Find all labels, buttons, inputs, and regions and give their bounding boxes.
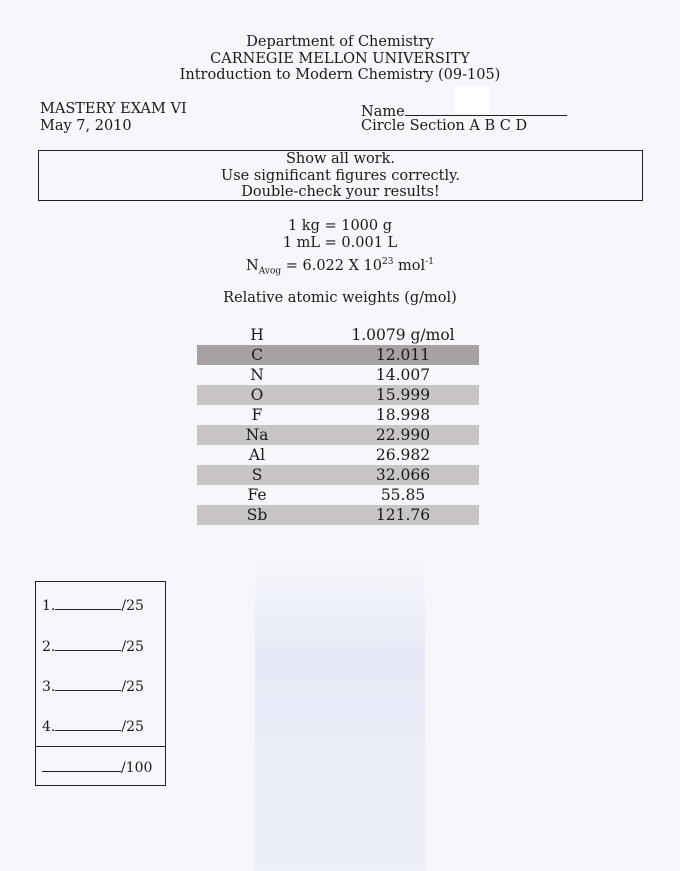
conversion-ml: 1 mL = 0.001 L (282, 235, 398, 251)
question-number: 2. (42, 639, 56, 655)
total-score-blank[interactable] (42, 760, 121, 772)
element-symbol: Al (248, 446, 266, 464)
unit-conversions (0, 218, 680, 281)
element-symbol: S (251, 466, 263, 484)
conversion-kg: 1 kg = 1000 g (287, 218, 393, 234)
table-row (197, 445, 479, 465)
score-row (42, 719, 144, 735)
atomic-weight: 15.999 (375, 386, 431, 404)
atomic-weights-table (197, 325, 479, 525)
name-line[interactable] (405, 101, 567, 116)
table-row (197, 365, 479, 385)
max-score: /25 (121, 679, 144, 695)
question-number: 3. (42, 679, 56, 695)
atomic-weight: 22.990 (375, 426, 431, 444)
name-redaction (454, 87, 489, 113)
atomic-weight: 26.982 (375, 446, 431, 464)
instruction-line: Use significant figures correctly. (220, 167, 460, 184)
avogadro-symbol: N (246, 257, 259, 274)
department-name: Department of Chemistry (246, 34, 434, 50)
question-number: 1. (42, 598, 56, 614)
question-number: 4. (42, 719, 56, 735)
scan-tint (255, 560, 425, 871)
max-score: /25 (121, 639, 144, 655)
avogadro-value: = 6.022 X 10 (281, 257, 382, 274)
element-symbol: O (250, 386, 264, 404)
table-row (197, 405, 479, 425)
atomic-weight: 12.011 (375, 346, 431, 364)
total-divider (36, 746, 165, 747)
score-box (35, 581, 166, 786)
avogadro-unit-exponent: -1 (425, 257, 434, 267)
max-score: /25 (121, 598, 144, 614)
exam-title: MASTERY EXAM VI (40, 101, 187, 117)
atomic-weight: 14.007 (375, 366, 431, 384)
element-symbol: C (251, 346, 263, 364)
table-row (197, 505, 479, 525)
element-symbol: H (250, 326, 264, 344)
table-row (197, 465, 479, 485)
atomic-weight: 32.066 (375, 466, 431, 484)
exam-date: May 7, 2010 (40, 118, 132, 134)
total-max-score: /100 (121, 760, 153, 776)
max-score: /25 (121, 719, 144, 735)
atomic-weight: 1.0079 g/mol (351, 326, 455, 344)
score-blank[interactable] (55, 639, 121, 651)
weights-title: Relative atomic weights (g/mol) (223, 290, 457, 306)
exam-header (0, 34, 680, 84)
score-row (42, 639, 144, 655)
element-symbol: Na (245, 426, 269, 444)
atomic-weight: 121.76 (375, 506, 431, 524)
table-row (197, 345, 479, 365)
instructions-box (38, 150, 643, 201)
score-blank[interactable] (55, 598, 121, 610)
avogadro-constant (0, 254, 680, 281)
avogadro-exponent: 23 (382, 257, 394, 267)
name-label: Name (361, 104, 405, 120)
table-row (197, 325, 479, 345)
instruction-line: Double-check your results! (241, 184, 440, 200)
element-symbol: F (251, 406, 263, 424)
element-symbol: Fe (247, 486, 267, 504)
avogadro-subscript: Avog (258, 266, 282, 277)
university-name: CARNEGIE MELLON UNIVERSITY (210, 50, 470, 67)
section-label: Circle Section A B C D (361, 118, 528, 134)
atomic-weight: 55.85 (380, 486, 426, 504)
score-row (42, 598, 144, 614)
score-row (42, 679, 144, 695)
table-row (197, 425, 479, 445)
table-row (197, 385, 479, 405)
total-score-row (42, 760, 152, 776)
score-blank[interactable] (55, 679, 121, 691)
course-name: Introduction to Modern Chemistry (09-105) (179, 67, 501, 83)
table-row (197, 485, 479, 505)
instruction-line: Show all work. (285, 151, 396, 167)
element-symbol: Sb (246, 506, 268, 524)
avogadro-unit: mol (393, 257, 426, 274)
atomic-weight: 18.998 (375, 406, 431, 424)
element-symbol: N (250, 366, 264, 384)
score-blank[interactable] (55, 719, 121, 731)
